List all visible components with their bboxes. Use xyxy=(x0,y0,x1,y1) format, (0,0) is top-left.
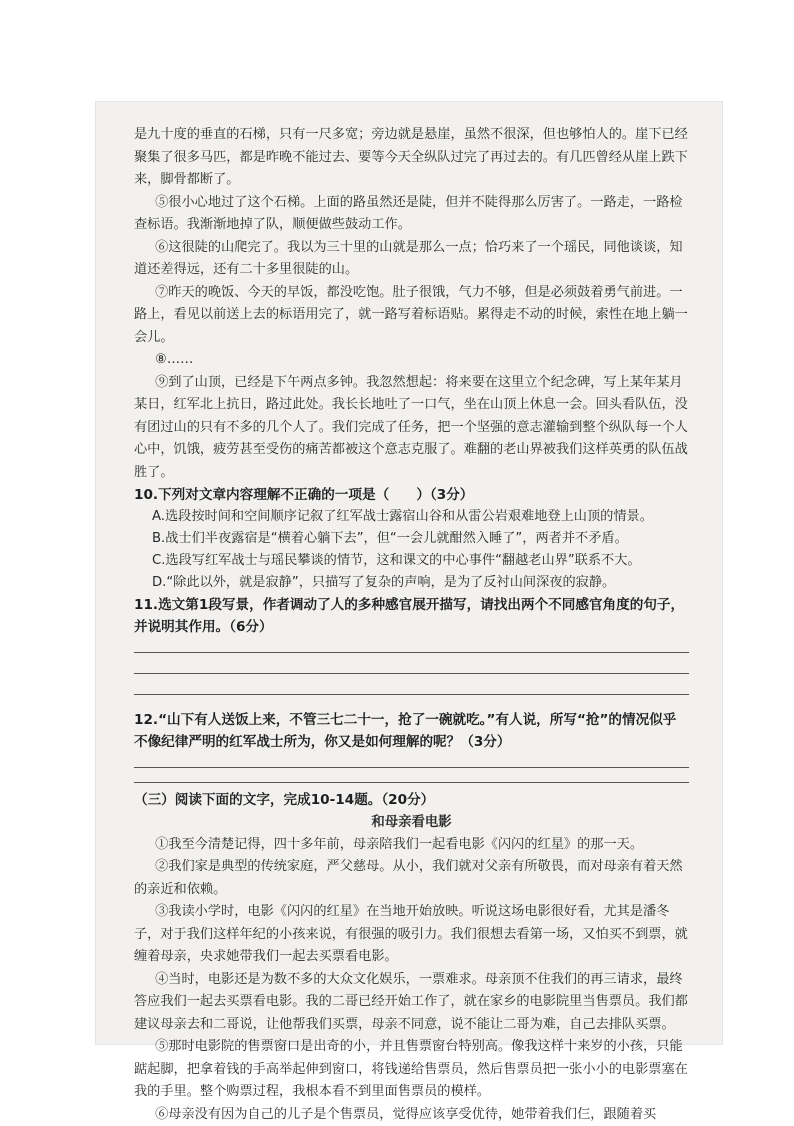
passage-paragraph: ⑦昨天的晚饭、今天的早饭，都没吃饱。肚子很饿，气力不够，但是必须鼓着勇气前进。一路上，看见以前送上去的标语用完了，就一路写着标语贴。累得走不动的时候，索性在地上躺一会儿。 xyxy=(134,282,689,350)
passage-paragraph: ⑥这很陡的山爬完了。我以为三十里的山就是那么一点；恰巧来了一个瑶民，同他谈谈，知道还差得远，还有二十多里很陡的山。 xyxy=(134,237,689,282)
passage-paragraph: ⑨到了山顶，已经是下午两点多钟。我忽然想起：将来要在这里立个纪念碑，写上某年某月某日，红军北上抗日，路过此处。我长长地吐了一口气，坐在山顶上休息一会。回头看队伍，没有团过山的只有不多的几个人了。我们完成了任务，把一个坚强的意志灌输到整个纵队每一个人心中，饥饿，疲劳甚至受伤的痛苦都被这个意志克服了。难翻的老山界被我们这样英勇的队伍战胜了。 xyxy=(134,372,689,485)
question-10-option-a: A.选段按时间和空间顺序记叙了红军战士露宿山谷和从雷公岩艰难地登上山顶的情景。 xyxy=(152,506,689,528)
article-paragraph: ⑤那时电影院的售票窗口是出奇的小，并且售票窗台特别高。像我这样十来岁的小孩，只能踮起脚，把拿着钱的手高举起伸到窗口，将钱递给售票员，然后售票员把一张小小的电影票塞在我的手里。整个购票过程，我根本看不到里面售票员的模样。 xyxy=(134,1036,689,1104)
question-10-option-c: C.选段写红军战士与瑶民攀谈的情节，这和课文的中心事件“翻越老山界”联系不大。 xyxy=(152,550,689,572)
passage-paragraph: 是九十度的垂直的石梯，只有一尺多宽；旁边就是悬崖，虽然不很深，但也够怕人的。崖下已经聚集了很多马匹，都是昨晚不能过去、要等今天全纵队过完了再过去的。有几匹曾经从崖上跌下来，脚骨都断了。 xyxy=(134,124,689,192)
article-paragraph: ⑥母亲没有因为自己的儿子是个售票员，觉得应该享受优待，她带着我们仨，跟随着买 xyxy=(134,1104,689,1126)
article-title: 和母亲看电影 xyxy=(134,811,689,834)
article-paragraph: ①我至今清楚记得，四十多年前，母亲陪我们一起看电影《闪闪的红星》的那一天。 xyxy=(134,834,689,857)
section-3-heading: （三）阅读下面的文字，完成10-14题。（20分） xyxy=(134,789,689,811)
question-10-option-d: D.“除此以外，就是寂静”，只描写了复杂的声响，是为了反衬山间深夜的寂静。 xyxy=(152,572,689,594)
question-10: 10.下列对文章内容理解不正确的一项是（ ）（3分） xyxy=(134,484,689,506)
passage-paragraph: ⑧…… xyxy=(134,349,689,372)
question-12: 12.“山下有人送饭上来，不管三七二十一，抢了一碗就吃。”有人说，所写“抢”的情况似乎不像纪律严明的红军战士所为，你又是如何理解的呢？（3分） xyxy=(134,709,689,753)
question-11: 11.选文第1段写景，作者调动了人的多种感官展开描写，请找出两个不同感官角度的句子，并说明其作用。（6分） xyxy=(134,594,689,638)
sheet-content xyxy=(134,124,689,1126)
article-paragraph: ②我们家是典型的传统家庭，严父慈母。从小，我们就对父亲有所敬畏，而对母亲有着天然的亲近和依赖。 xyxy=(134,856,689,901)
article-paragraph: ③我读小学时，电影《闪闪的红星》在当地开始放映。听说这场电影很好看，尤其是潘冬子，对于我们这样年纪的小孩来说，有很强的吸引力。我们很想去看第一场，又怕买不到票，就缠着母亲，央求她带我们一起去买票看电影。 xyxy=(134,901,689,969)
question-10-option-b: B.战士们半夜露宿是“横着心躺下去”，但“一会儿就酣然入睡了”，两者并不矛盾。 xyxy=(152,528,689,550)
exam-sheet xyxy=(96,102,722,1044)
article-paragraph: ④当时，电影还是为数不多的大众文化娱乐，一票难求。母亲顶不住我们的再三请求，最终答应我们一起去买票看电影。我的二哥已经开始工作了，就在家乡的电影院里当售票员。我们都建议母亲去和二哥说，让他帮我们买票，母亲不同意，说不能让二哥为难，自己去排队买票。 xyxy=(134,969,689,1037)
passage-paragraph: ⑤很小心地过了这个石梯。上面的路虽然还是陡，但并不陡得那么厉害了。一路走，一路检查标语。我渐渐地掉了队，顺便做些鼓动工作。 xyxy=(134,192,689,237)
